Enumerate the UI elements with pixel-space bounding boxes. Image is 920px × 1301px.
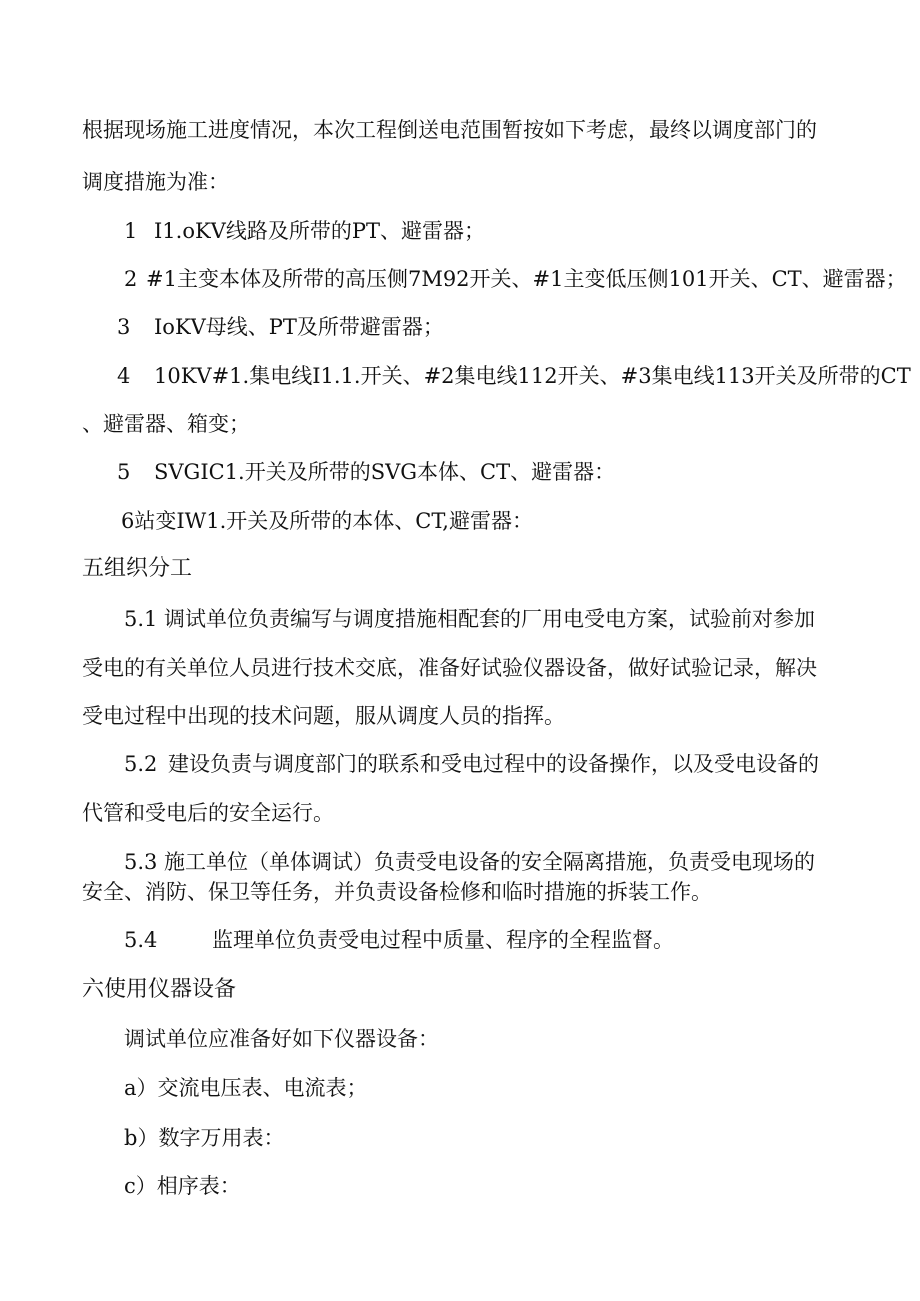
instrument-text: 交流电压表、电流表；: [157, 1076, 368, 1100]
paragraph-text: 建设负责与调度部门的联系和受电过程中的设备操作，以及受电设备的: [168, 752, 819, 776]
paragraph-5-2-line-2: 代管和受电后的安全运行。: [82, 801, 334, 825]
scope-item: [124, 265, 907, 293]
scope-item-text: 6站变IW1.开关及所带的本体、CT,避雷器：: [121, 509, 533, 533]
paragraph-text: 施工单位（单体调试）负责受电设备的安全隔离措施，负责受电现场的: [164, 850, 815, 874]
scope-item-continuation: 、避雷器、箱变；: [82, 412, 250, 436]
scope-item-number: 5: [117, 460, 131, 484]
instrument-text: 数字万用表：: [158, 1126, 285, 1150]
paragraph-number: 5.4: [124, 928, 158, 952]
section-heading-organization: 五组织分工: [82, 556, 193, 581]
instrument-text: 相序表：: [156, 1174, 241, 1198]
scope-item-text: 10KV#1.集电线I1.1.开关、#2集电线112开关、#3集电线113开关及所带的CT: [154, 364, 911, 388]
paragraph-text: 监理单位负责受电过程中质量、程序的全程监督。: [212, 928, 674, 952]
scope-item-number: 4: [117, 364, 131, 388]
scope-item-text: SVGIC1.开关及所带的SVG本体、CT、避雷器：: [154, 460, 616, 484]
scope-item: [117, 313, 444, 341]
intro-line-2: 调度措施为准：: [82, 170, 229, 194]
paragraph-5-2-line-1: [124, 750, 819, 778]
instrument-label: c）: [124, 1174, 157, 1198]
instrument-label: b）: [124, 1126, 159, 1150]
paragraph-5-1-line-2: 受电的有关单位人员进行技术交底，准备好试验仪器设备，做好试验记录，解决: [82, 656, 817, 680]
scope-item-number: 2: [124, 267, 138, 291]
paragraph-5-4: [124, 926, 674, 954]
scope-item-text: I1.oKV线路及所带的PT、避雷器；: [154, 219, 485, 243]
scope-item: [117, 458, 615, 486]
scope-item-number: 1: [124, 219, 138, 243]
scope-item-text: IoKV母线、PT及所带避雷器；: [154, 315, 444, 339]
paragraph-5-3-line-1: [124, 848, 815, 876]
paragraph-5-1-line-3: 受电过程中出现的技术问题，服从调度人员的指挥。: [82, 704, 565, 728]
scope-item: [121, 507, 533, 535]
instrument-item: [124, 1172, 241, 1200]
scope-item: [117, 362, 911, 390]
scope-item-number: 3: [117, 315, 131, 339]
paragraph-number: 5.3: [124, 850, 158, 874]
paragraph-number: 5.1: [124, 607, 158, 631]
paragraph-number: 5.2: [124, 752, 158, 776]
instrument-label: a）: [124, 1076, 158, 1100]
instrument-item: [124, 1124, 284, 1152]
paragraph-text: 调试单位负责编写与调度措施相配套的厂用电受电方案，试验前对参加: [164, 607, 815, 631]
intro-line-1: 根据现场施工进度情况，本次工程倒送电范围暂按如下考虑，最终以调度部门的: [82, 118, 817, 142]
scope-item: [124, 217, 485, 245]
instruments-intro: 调试单位应准备好如下仪器设备：: [124, 1027, 439, 1051]
section-heading-instruments: 六使用仪器设备: [82, 977, 237, 1002]
instrument-item: [124, 1074, 368, 1102]
paragraph-5-1-line-1: [124, 605, 815, 633]
paragraph-5-3-line-2: 安全、消防、保卫等任务，并负责设备检修和临时措施的拆装工作。: [82, 880, 712, 904]
scope-item-text: #1主变本体及所带的高压侧7M92开关、#1主变低压侧101开关、CT、避雷器；: [146, 267, 907, 291]
